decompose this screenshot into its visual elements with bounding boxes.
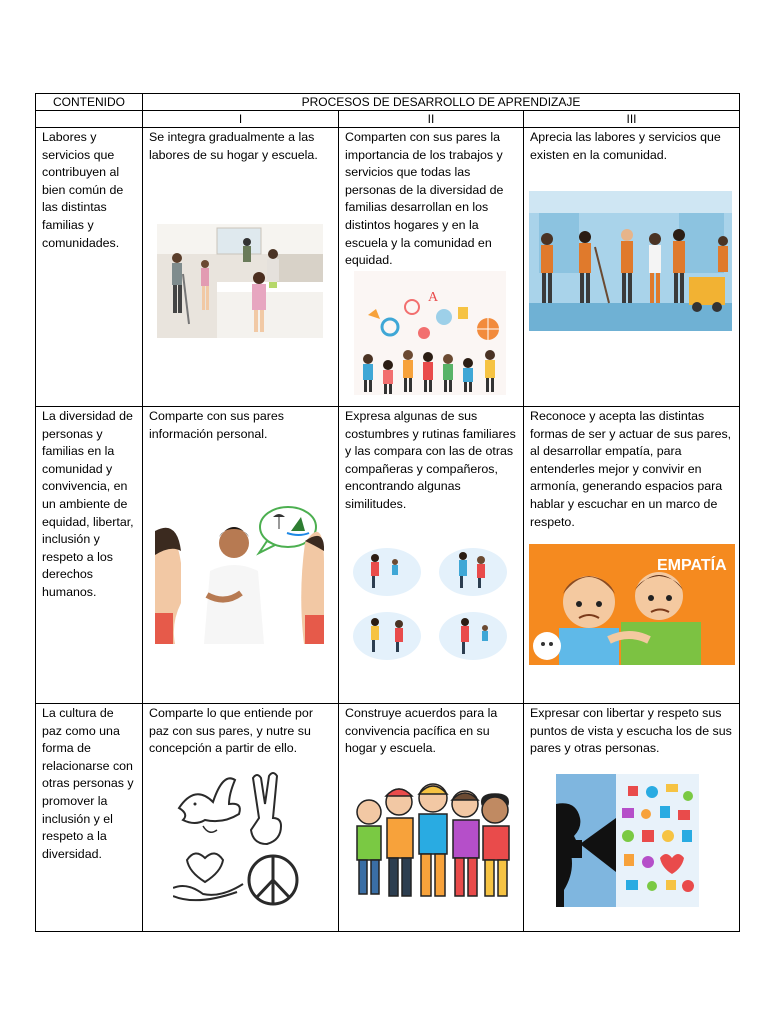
process-cell-3: [524, 128, 740, 407]
header-procesos: PROCESOS DE DESARROLLO DE APRENDIZAJE: [143, 94, 740, 111]
community-workers-image: [529, 191, 732, 331]
header-level-2: II: [339, 111, 524, 128]
svg-text:A: A: [428, 290, 439, 305]
empathy-label: EMPATÍA: [657, 557, 727, 574]
contenido-text: Labores y servicios que contribuyen al bien común de las distintas familias y comunidades.: [42, 130, 124, 250]
process-text: Expresar con libertar y respeto sus puntos de vista y escucha los de sus pares y otras personas.: [530, 706, 732, 756]
family-kitchen-image: [157, 224, 323, 338]
process-text: Reconoce y acepta las distintas formas de ser y actuar de sus pares, al desarrollar empatía, para entenderles mejor y convivir en armonía, generando espacios para hablar y escuchar en un marco de respeto.: [530, 409, 732, 529]
process-cell-2: [339, 704, 524, 932]
process-text: Comparte con sus pares información personal.: [149, 409, 284, 441]
process-text: Comparten con sus pares la importancia de los trabajos y servicios que todas las personas de la diversidad de familias desarrollan en los distintos hogares y en la escuela y la comunidad en equidad.: [345, 130, 504, 268]
contenido-text: La diversidad de personas y familias en la comunidad y convivencia, en un ambiente de equidad, libertar, inclusión y respeto a los derechos humanos.: [42, 409, 134, 599]
peace-symbols-image: [173, 768, 303, 910]
process-cell-1: [143, 128, 339, 407]
header-blank: [36, 111, 143, 128]
contenido-cell: [36, 704, 143, 932]
table-row: [36, 407, 740, 704]
process-cell-3: [524, 407, 740, 704]
process-text: Comparte lo que entiende por paz con sus pares, y nutre su concepción a partir de ello.: [149, 706, 313, 756]
friends-group-image: [349, 774, 516, 906]
table-row: [36, 704, 740, 932]
table-row: [36, 128, 740, 407]
header-contenido: CONTENIDO: [36, 94, 143, 111]
header-level-1: I: [143, 111, 339, 128]
process-cell-2: [339, 128, 524, 407]
empathy-image: [529, 544, 735, 665]
process-cell-2: [339, 407, 524, 704]
process-cell-1: [143, 704, 339, 932]
contenido-cell: [36, 128, 143, 407]
sharing-conversation-image: [155, 503, 324, 644]
contenido-cell: [36, 407, 143, 704]
header-level-3: III: [524, 111, 740, 128]
learning-process-table: [35, 93, 740, 932]
megaphone-voice-image: [556, 774, 699, 907]
children-learning-image: [354, 271, 506, 395]
contenido-text: La cultura de paz como una forma de relacionarse con otras personas y promover la inclusión y el respeto a la diversidad.: [42, 706, 134, 861]
process-text: Aprecia las labores y servicios que existen en la comunidad.: [530, 130, 721, 162]
process-text: Construye acuerdos para la convivencia pacífica en su hogar y escuela.: [345, 706, 498, 756]
process-text: Expresa algunas de sus costumbres y rutinas familiares y las compara con las de otras compañeras y compañeros, encontrando algunas similitudes.: [345, 409, 516, 511]
process-text: Se integra gradualmente a las labores de su hogar y escuela.: [149, 130, 318, 162]
family-routines-image: [347, 542, 517, 668]
process-cell-1: [143, 407, 339, 704]
process-cell-3: [524, 704, 740, 932]
